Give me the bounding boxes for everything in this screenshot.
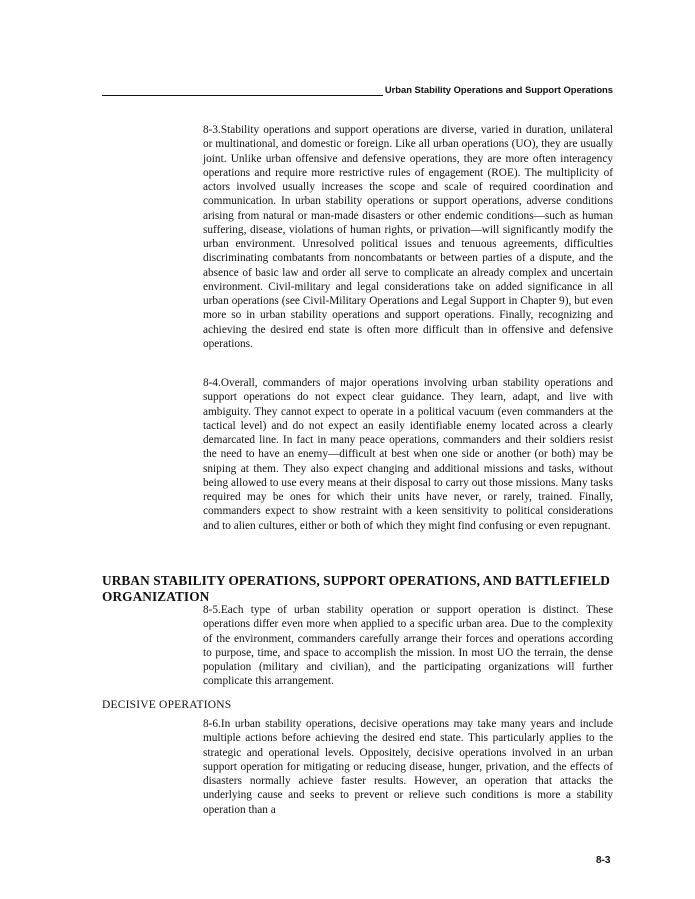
paragraph-text: In urban stability operations, decisive operations may take many years and include multiple actions before achieving the desired end state. This particularly applies to the strategic and operational levels. Oppositely, decisive operations involved in an urban support operation for mitigating or reducing disease, hunger, privation, and the effects of disasters normally achieve faster results. However, an operation that attacks the underlying cause and seeks to prevent or relieve such conditions is more a stability operation than a	[203, 718, 613, 816]
paragraph-8-6	[203, 717, 613, 817]
paragraph-text: Overall, commanders of major operations involving urban stability operations and support operations do not expect clear guidance. They learn, adapt, and live with ambiguity. They cannot expect to operate in a political vacuum (even commanders at the tactical level) and do not expect an easily identifiable enemy located across a clearly demarcated line. In fact in many peace operations, commanders and their soldiers resist the need to have an enemy—difficult at best when one side or another (or both) may be sniping at them. They also expect changing and additional missions and tasks, without being allowed to use every means at their disposal to carry out those missions. Many tasks required may be ones for which their units have never, or rarely, trained. Finally, commanders expect to show restraint with a keen sensitivity to political considerations and to alien cultures, either or both of which they might find confusing or even repugnant.	[203, 377, 613, 532]
paragraph-8-4	[203, 376, 613, 533]
header-rule	[102, 95, 383, 96]
page-number: 8-3	[596, 855, 611, 866]
paragraph-number: 8-4.	[203, 377, 221, 389]
paragraph-text: Each type of urban stability operation or support operation is distinct. These operations differ even more when applied to a specific urban area. Due to the complexity of the environment, commanders carefully arrange their forces and operations according to purpose, time, and space to accomplish the mission. In most UO the terrain, the dense population (military and civilian), and the participating organizations will further complicate this arrangement.	[203, 604, 613, 688]
paragraph-8-5	[203, 603, 613, 689]
paragraph-text: Stability operations and support operations are diverse, varied in duration, unilateral or multinational, and domestic or foreign. Like all urban operations (UO), they are usually joint. Unlike urban offensive and defensive operations, they are more often interagency operations and require more restrictive rules of engagement (ROE). The multiplicity of actors involved usually increases the scope and scale of required coordination and communication. In urban stability operations or support operations, adverse conditions arising from natural or man-made disasters or other endemic conditions—such as human suffering, disease, violations of human rights, or privation—will significantly modify the urban environment. Unresolved political issues and tenuous agreements, difficulties discriminating combatants from noncombatants or between parties of a dispute, and the absence of basic law and order all serve to complicate an already complex and uncertain environment. Civil-military and legal considerations take on added significance in all urban operations (see Civil-Military Operations and Legal Support in Chapter 9), but even more so in urban stability operations and support operations. Finally, recognizing and achieving the desired end state is often more difficult than in offensive and defensive operations.	[203, 124, 613, 350]
running-head	[102, 82, 613, 96]
section-heading: URBAN STABILITY OPERATIONS, SUPPORT OPERATIONS, AND BATTLEFIELD ORGANIZATION	[102, 573, 611, 604]
paragraph-number: 8-5.	[203, 604, 221, 616]
paragraph-8-3	[203, 123, 613, 351]
paragraph-number: 8-3.	[203, 124, 221, 136]
paragraph-number: 8-6.	[203, 718, 221, 730]
running-head-title: Urban Stability Operations and Support Operations	[384, 84, 613, 95]
sub-heading: DECISIVE OPERATIONS	[102, 699, 232, 711]
